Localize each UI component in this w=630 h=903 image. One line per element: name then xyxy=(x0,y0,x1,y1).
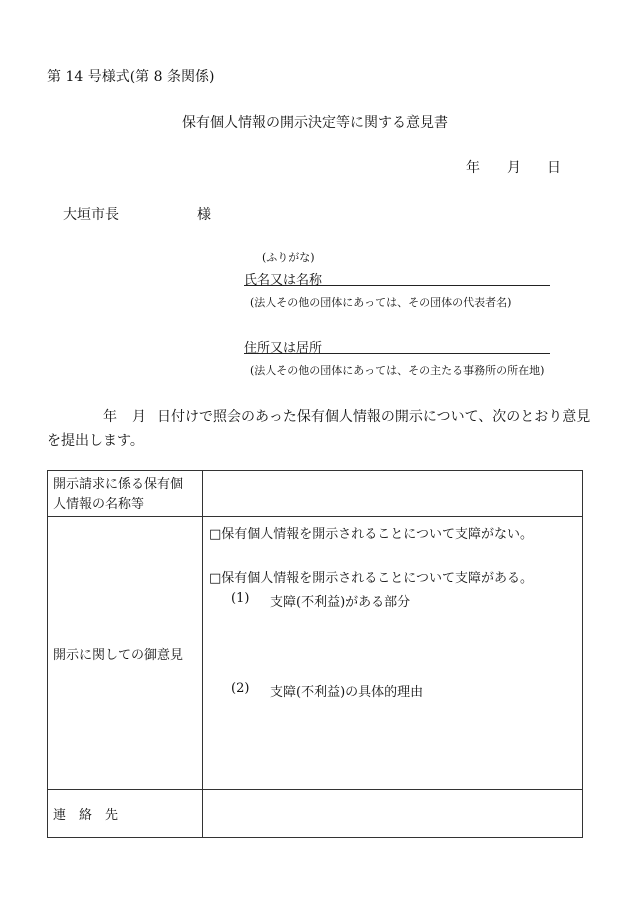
addressee-honorific: 様 xyxy=(197,207,211,223)
opinion-table xyxy=(47,470,583,838)
sub2-number: (2) xyxy=(231,681,250,696)
name-field[interactable] xyxy=(244,269,550,286)
row2-label-cell xyxy=(48,517,203,790)
document-title: 保有個人情報の開示決定等に関する意見書 xyxy=(182,115,448,131)
opinion-cell[interactable] xyxy=(203,517,583,790)
date-month: 月 xyxy=(507,160,521,176)
form-number: 第 14 号様式(第 8 条関係) xyxy=(47,69,215,85)
address-field[interactable] xyxy=(244,337,550,354)
row1-label-line2: 人情報の名称等 xyxy=(53,497,145,512)
sub2-text: 支障(不利益)の具体的理由 xyxy=(270,685,424,700)
furigana-label: (ふりがな) xyxy=(262,251,315,264)
sub1-text: 支障(不利益)がある部分 xyxy=(270,595,411,610)
date-year: 年 xyxy=(466,160,480,176)
body-month: 月 xyxy=(132,409,146,425)
address-label: 住所又は居所 xyxy=(244,341,323,356)
table-row xyxy=(48,471,583,517)
row1-label-line1: 開示請求に係る保有個 xyxy=(53,477,184,492)
row1-label-cell xyxy=(48,471,203,517)
option-no-issue[interactable]: □保有個人情報を開示されることについて支障がない。 xyxy=(209,527,534,542)
body-rest: 日付けで照会のあった保有個人情報の開示について、次のとおり意見 xyxy=(157,409,591,425)
name-note: (法人その他の団体にあっては、その団体の代表者名) xyxy=(250,296,512,309)
table-row xyxy=(48,790,583,838)
contact-label: 連 絡 先 xyxy=(53,808,119,823)
table-row xyxy=(48,517,583,790)
addressee-name: 大垣市長 xyxy=(63,207,119,223)
option-issue[interactable]: □保有個人情報を開示されることについて支障がある。 xyxy=(209,571,534,586)
name-label: 氏名又は名称 xyxy=(244,273,323,288)
info-name-input[interactable] xyxy=(203,471,583,517)
address-note: (法人その他の団体にあっては、その主たる事務所の所在地) xyxy=(250,364,545,377)
date-day: 日 xyxy=(547,160,561,176)
row3-label-cell xyxy=(48,790,203,838)
body-year: 年 xyxy=(103,409,117,425)
sub1-number: (1) xyxy=(231,591,250,606)
body-line2: を提出します。 xyxy=(47,433,144,449)
row2-label: 開示に関しての御意見 xyxy=(53,647,184,663)
contact-input[interactable] xyxy=(203,790,583,838)
